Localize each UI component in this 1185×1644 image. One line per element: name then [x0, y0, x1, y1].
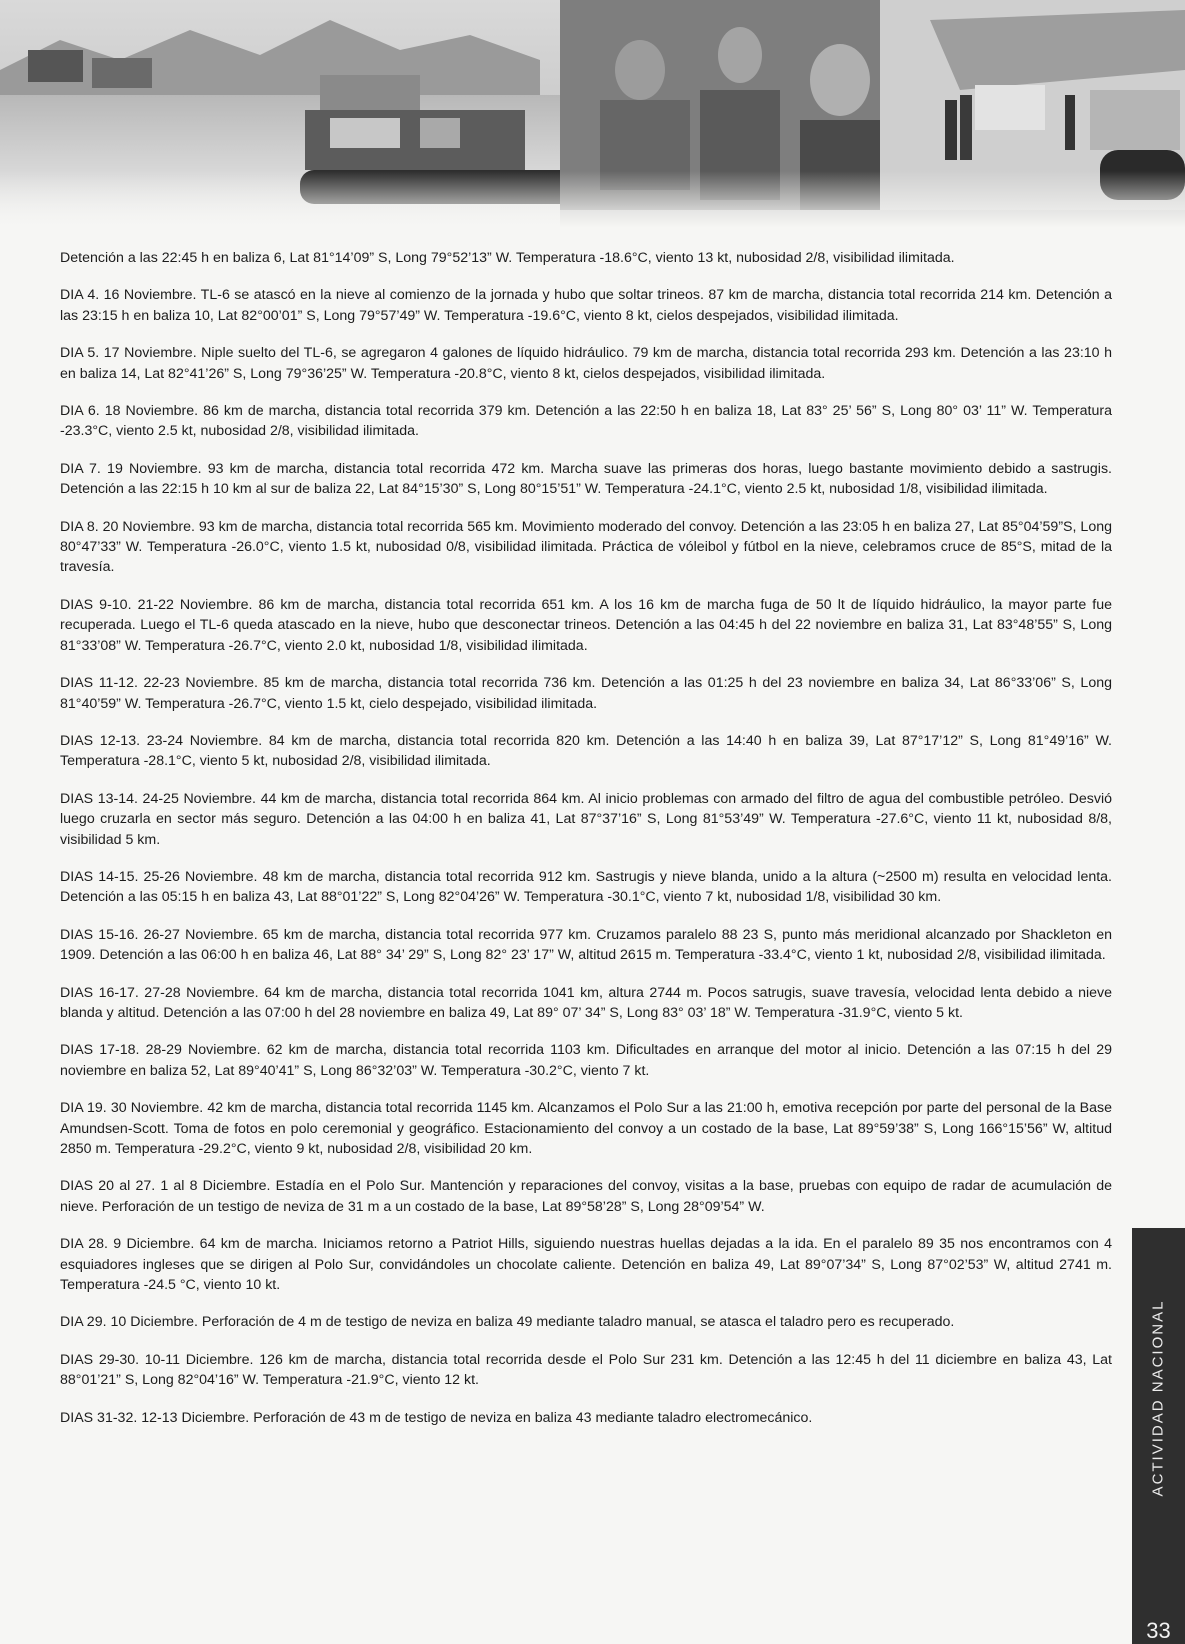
- log-paragraph-19: DIAS 29-30. 10-11 Diciembre. 126 km de marcha, distancia total recorrida desde el Polo Sur 231 km. Detención a las 12:45 h del 11 diciembre en baliza 43, Lat 88°01’21” S, Long 82°04’16” W. Temperatura -21.9°C, viento 12 kt.: [60, 1351, 1112, 1389]
- section-side-tab: [1132, 1228, 1185, 1644]
- section-label: ACTIVIDAD NACIONAL: [1149, 1299, 1167, 1497]
- log-paragraph-5: DIA 7. 19 Noviembre. 93 km de marcha, distancia total recorrida 472 km. Marcha suave las primeras dos horas, luego bastante movimiento debido a sastrugis. Detención a las 22:15 h 10 km al sur de baliza 22, Lat 84°15’30” S, Long 80°15’51” W. Temperatura -24.1°C, viento 2.5 kt, nubosidad 1/8, visibilidad ilimitada.: [60, 460, 1112, 498]
- banner-photo-collage: [0, 0, 1185, 228]
- log-paragraph-9: DIAS 12-13. 23-24 Noviembre. 84 km de marcha, distancia total recorrida 820 km. Detención a las 14:40 h en baliza 39, Lat 87°17’12” S, Long 81°49’16” W. Temperatura -28.1°C, viento 5 kt, nubosidad 2/8, visibilidad ilimitada.: [60, 732, 1112, 770]
- log-paragraph-18: DIA 29. 10 Diciembre. Perforación de 4 m de testigo de neviza en baliza 49 mediante taladro manual, se atasca el taladro pero es recuperado.: [60, 1314, 955, 1331]
- log-paragraph-2: DIA 4. 16 Noviembre. TL-6 se atascó en la nieve al comienzo de la jornada y hubo que soltar trineos. 87 km de marcha, distancia total recorrida 214 km. Detención a las 23:15 h en baliza 10, Lat 82°00’01” S, Long 79°57’49” W. Temperatura -19.6°C, viento 8 kt, cielos despejados, visibilidad ilimitada.: [60, 287, 1112, 324]
- log-paragraph-4: DIA 6. 18 Noviembre. 86 km de marcha, distancia total recorrida 379 km. Detención a las 22:50 h en baliza 18, Lat 83° 25’ 56” S, Long 80° 03’ 11” W. Temperatura -23.3°C, viento 2.5 kt, nubosidad 2/8, visibilidad ilimitada.: [60, 403, 1112, 440]
- article-body: [60, 248, 1112, 1445]
- log-paragraph-14: DIAS 17-18. 28-29 Noviembre. 62 km de marcha, distancia total recorrida 1103 km. Dificultades en arranque del motor al inicio. Detención a las 07:15 h del 29 noviembre en baliza 52, Lat 89°40’41” S, Long 86°32’03” W. Temperatura -30.2°C, viento 7 kt.: [60, 1042, 1112, 1079]
- log-paragraph-7: DIAS 9-10. 21-22 Noviembre. 86 km de marcha, distancia total recorrida 651 km. A los 16 km de marcha fuga de 50 lt de líquido hidráulico, la mayor parte fue recuperada. Luego el TL-6 queda atascado en la nieve, hubo que desconectar trineos. Detención a las 04:45 h del 22 noviembre en baliza 31, Lat 83°48’55” S, Long 81°33’08” W. Temperatura -26.7°C, viento 2.0 kt, nubosidad 1/8, visibilidad ilimitada.: [60, 596, 1112, 654]
- log-paragraph-11: DIAS 14-15. 25-26 Noviembre. 48 km de marcha, distancia total recorrida 912 km. Sastrugis y nieve blanda, unido a la altura (~2500 m) resulta en velocidad lenta. Detención a las 05:15 h en baliza 43, Lat 88°01’22” S, Long 82°04’26” W. Temperatura -30.1°C, viento 7 kt, nubosidad 1/8, visibilidad 30 km.: [60, 868, 1112, 906]
- log-paragraph-1: Detención a las 22:45 h en baliza 6, Lat 81°14’09” S, Long 79°52’13” W. Temperatura -18.6°C, viento 13 kt, nubosidad 2/8, visibilidad ilimitada.: [60, 250, 955, 266]
- log-paragraph-17: DIA 28. 9 Diciembre. 64 km de marcha. Iniciamos retorno a Patriot Hills, siguiendo nuestras huellas dejadas a la ida. En el paralelo 89 35 nos encontramos con 4 esquiadores ingleses que se dirigen al Polo Sur, convidándoles un chocolate caliente. Detención en baliza 49, Lat 89°07’34” S, Long 87°02’53” W, altitud 2741 m. Temperatura -24.5 °C, viento 10 kt.: [60, 1236, 1112, 1294]
- log-paragraph-3: DIA 5. 17 Noviembre. Niple suelto del TL-6, se agregaron 4 galones de líquido hidráulico. 79 km de marcha, distancia total recorrida 293 km. Detención a las 23:10 h en baliza 14, Lat 82°41’26” S, Long 79°36’25” W. Temperatura -20.8°C, viento 8 kt, cielos despejados, visibilidad ilimitada.: [60, 345, 1112, 382]
- header-photo-banner: [0, 0, 1185, 228]
- log-paragraph-16: DIAS 20 al 27. 1 al 8 Diciembre. Estadía en el Polo Sur. Mantención y reparaciones del convoy, visitas a la base, pruebas con equipo de radar de acumulación de nieve. Perforación de un testigo de neviza de 31 m a un costado de la base, Lat 89°58’28” S, Long 28°09’54” W.: [60, 1178, 1112, 1215]
- log-paragraph-12: DIAS 15-16. 26-27 Noviembre. 65 km de marcha, distancia total recorrida 977 km. Cruzamos paralelo 88 23 S, punto más meridional alcanzado por Shackleton en 1909. Detención a las 06:00 h en baliza 46, Lat 88° 34’ 29” S, Long 82° 23’ 17” W, altitud 2615 m. Temperatura -33.4°C, viento 1 kt, nubosidad 2/8, visibilidad ilimitada.: [60, 926, 1112, 964]
- log-paragraph-6: DIA 8. 20 Noviembre. 93 km de marcha, distancia total recorrida 565 km. Movimiento moderado del convoy. Detención a las 23:05 h en baliza 27, Lat 85°04’59”S, Long 80°47’33” W. Temperatura -26.0°C, viento 1.5 kt, nubosidad 0/8, visibilidad ilimitada. Práctica de vóleibol y fútbol en la nieve, celebramos cruce de 85°S, mitad de la travesía.: [60, 518, 1112, 576]
- log-paragraph-8: DIAS 11-12. 22-23 Noviembre. 85 km de marcha, distancia total recorrida 736 km. Detención a las 01:25 h del 23 noviembre en baliza 34, Lat 86°33’06” S, Long 81°40’59” W. Temperatura -26.7°C, viento 1.5 kt, cielo despejado, visibilidad ilimitada.: [60, 675, 1112, 712]
- page-number: 33: [1146, 1618, 1171, 1643]
- log-paragraph-13: DIAS 16-17. 27-28 Noviembre. 64 km de marcha, distancia total recorrida 1041 km, altura 2744 m. Pocos satrugis, suave travesía, velocidad lenta debido a nieve blanda y altitud. Detención a las 07:00 h del 28 noviembre en baliza 49, Lat 89° 07’ 34” S, Long 83° 03’ 18” W. Temperatura -31.9°C, viento 5 kt.: [60, 984, 1112, 1021]
- log-paragraph-10: DIAS 13-14. 24-25 Noviembre. 44 km de marcha, distancia total recorrida 864 km. Al inicio problemas con armado del filtro de agua del combustible petróleo. Desvió luego cruzarla en sector más seguro. Detención a las 04:00 h en baliza 41, Lat 87°37’16” S, Long 81°53’49” W. Temperatura -27.6°C, viento 11 kt, nubosidad 8/8, visibilidad 5 km.: [60, 790, 1112, 848]
- log-paragraph-15: DIA 19. 30 Noviembre. 42 km de marcha, distancia total recorrida 1145 km. Alcanzamos el Polo Sur a las 21:00 h, emotiva recepción por parte del personal de la Base Amundsen-Scott. Toma de fotos en polo ceremonial y geográfico. Estacionamiento del convoy a un costado de la base, Lat 89°59’38” S, Long 166°15’56” W, altitud 2850 m. Temperatura -29.2°C, viento 9 kt, nubosidad 2/8, visibilidad 20 km.: [60, 1100, 1112, 1157]
- log-paragraph-20: DIAS 31-32. 12-13 Diciembre. Perforación de 43 m de testigo de neviza en baliza 43 mediante taladro electromecánico.: [60, 1409, 813, 1426]
